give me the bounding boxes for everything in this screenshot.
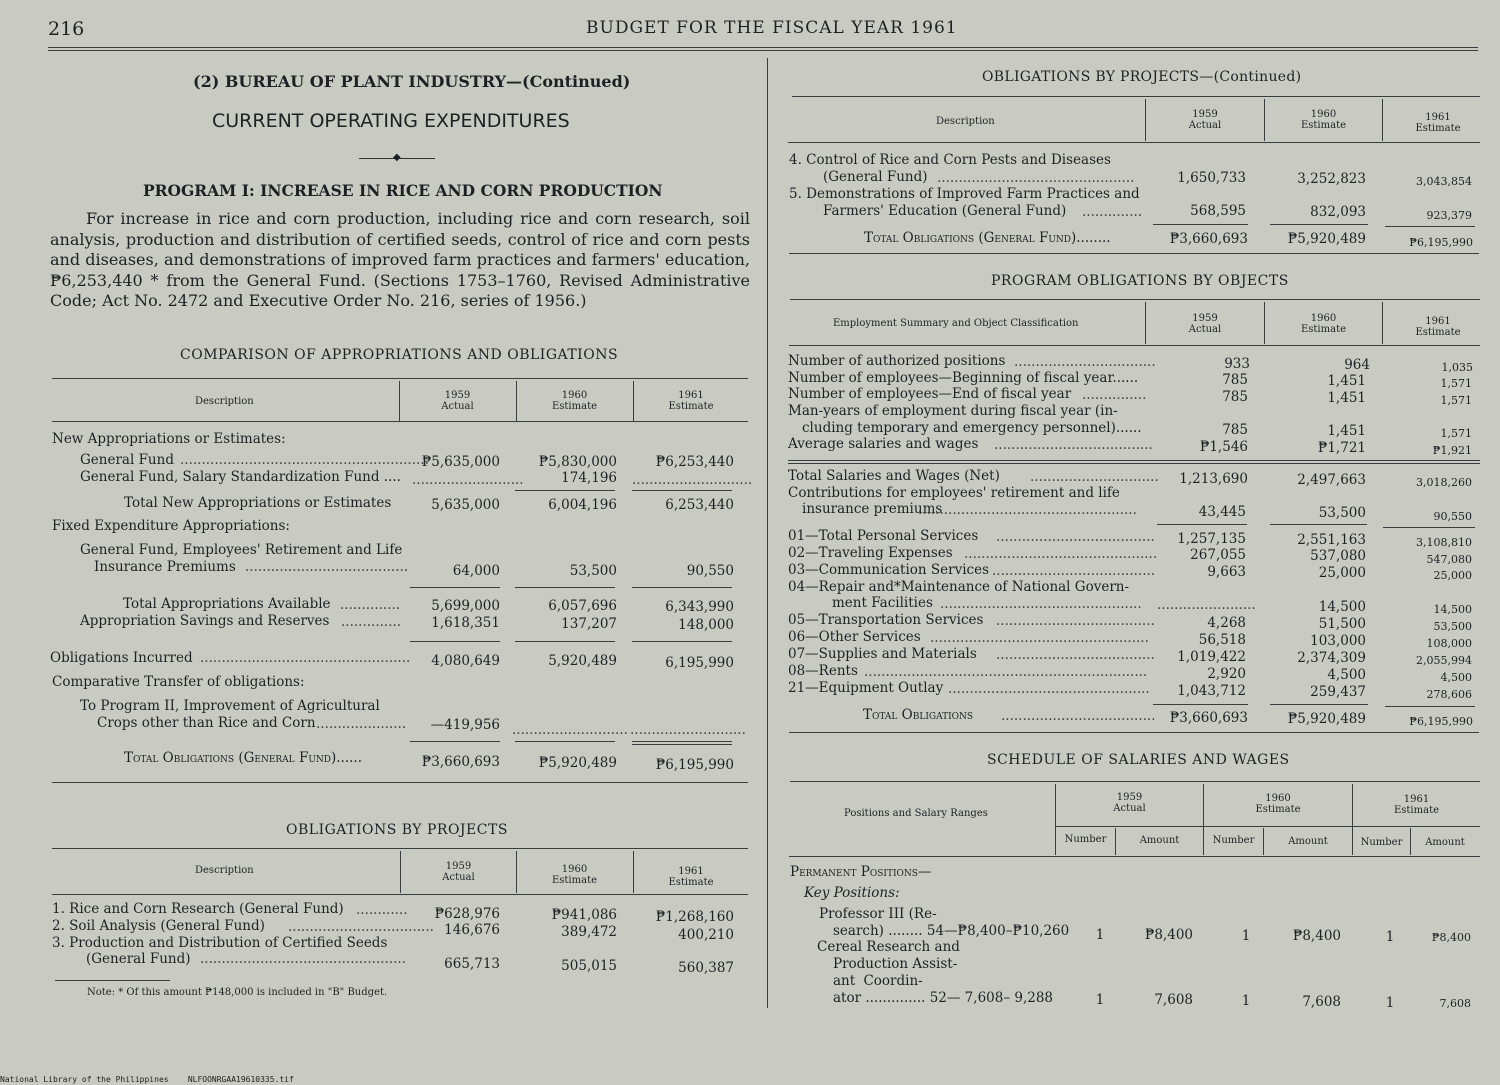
cell-value: 1,035	[1441, 361, 1473, 374]
cell-value: 2,497,663	[1297, 472, 1366, 488]
cell-value: ₱3,660,693	[1169, 710, 1248, 726]
row-label: To Program II, Improvement of Agricultural	[80, 698, 380, 714]
cell-value: 7,608	[1154, 992, 1193, 1008]
leader-dots: .............................................	[964, 546, 1158, 562]
cell-value: 1	[1241, 993, 1251, 1009]
row-label: 07—Supplies and Materials	[788, 646, 977, 662]
col-header-amount: Amount	[1139, 835, 1180, 846]
sum-rule	[515, 641, 615, 642]
cell-value: 665,713	[444, 956, 500, 972]
program-title: PROGRAM I: INCREASE IN RICE AND CORN PRODUCTION	[143, 181, 663, 200]
row-label: Total Salaries and Wages (Net)	[788, 468, 1000, 484]
leader-dots: .................................................	[200, 650, 411, 666]
ornament-diamond-icon: ◆	[393, 152, 401, 163]
projects-top-rule	[52, 848, 748, 849]
cell-value: 389,472	[561, 924, 617, 940]
table-header-rule	[789, 345, 1480, 346]
leader-dots: .....................................	[996, 529, 1155, 545]
cell-value: ₱941,086	[551, 907, 617, 923]
col-header-1960: 1960 Estimate	[1255, 793, 1301, 815]
cell-value: 25,000	[1433, 569, 1472, 582]
sum-rule	[515, 490, 615, 491]
leader-dots: ...........................	[630, 722, 746, 738]
cell-value: 137,207	[561, 616, 617, 632]
cell-value: 964	[1344, 357, 1370, 373]
col-header-1960: 1960 Estimate	[551, 390, 598, 412]
row-label: Comparative Transfer of obligations:	[52, 674, 305, 690]
row-label: Appropriation Savings and Reserves	[80, 613, 330, 629]
row-label: 06—Other Services	[788, 629, 921, 645]
cell-value: ₱5,635,000	[421, 454, 500, 470]
row-label: Fixed Expenditure Appropriations:	[52, 518, 290, 534]
row-label: Total Appropriations Available	[123, 596, 331, 612]
cell-value: 5,699,000	[431, 598, 500, 614]
table-top-rule	[790, 299, 1480, 300]
row-label: cluding temporary and emergency personnel)......	[802, 420, 1142, 436]
cell-value: 2,055,994	[1416, 654, 1472, 667]
col-header-1961: 1961 Estimate	[1393, 794, 1440, 816]
row-label: 05—Transportation Services	[788, 612, 984, 628]
col-header-description: Description	[936, 116, 995, 127]
leader-dots: ..............	[1082, 204, 1143, 220]
leader-dots: .....................	[316, 716, 407, 732]
cell-value: 6,004,196	[548, 497, 617, 513]
objects-title: PROGRAM OBLIGATIONS BY OBJECTS	[991, 273, 1289, 289]
leader-dots: .....................................	[994, 437, 1153, 453]
col-header-positions: Positions and Salary Ranges	[844, 808, 988, 819]
cell-value: 933	[1224, 356, 1250, 372]
cell-value: ₱5,920,489	[1287, 231, 1366, 247]
cell-value: 1	[1095, 927, 1105, 943]
cell-value: ₱5,920,489	[538, 755, 617, 771]
col-header-1959: 1959 Actual	[442, 861, 475, 883]
leader-dots: ...........................	[512, 722, 628, 738]
row-label: General Fund	[80, 452, 174, 468]
row-label: 04—Repair and*Maintenance of National Govern-	[788, 579, 1130, 595]
section-title: CURRENT OPERATING EXPENDITURES	[212, 110, 570, 132]
col-header-1961: 1961 Estimate	[668, 866, 714, 888]
col-header-number: Number	[1064, 834, 1107, 845]
cell-value: 785	[1222, 389, 1248, 405]
row-label: 01—Total Personal Services	[788, 528, 979, 544]
col-header-1960: 1960 Estimate	[1300, 313, 1347, 335]
leader-dots: ......................................	[245, 559, 409, 575]
cell-value: 103,000	[1310, 633, 1366, 649]
cell-value: ₱1,546	[1199, 439, 1248, 455]
cell-value: 1	[1385, 929, 1395, 945]
row-label: Obligations Incurred	[50, 650, 193, 666]
leader-dots: ............	[356, 902, 408, 918]
position-label: search) ........ 54—₱8,400–₱10,260	[833, 923, 1070, 939]
cell-value: 1,451	[1327, 423, 1366, 439]
leader-dots: ..........................	[412, 472, 524, 488]
col-header-description: Description	[195, 865, 254, 876]
cell-value: 537,080	[1310, 548, 1366, 564]
cell-value: 174,196	[561, 470, 617, 486]
cell-value: 785	[1222, 372, 1248, 388]
cell-value: 90,550	[686, 563, 734, 579]
comparison-top-rule	[52, 378, 748, 379]
cell-value: 2,374,309	[1297, 650, 1366, 666]
section-rule	[788, 463, 1480, 464]
cell-value: ₱3,660,693	[421, 754, 500, 770]
sum-rule	[1157, 524, 1247, 525]
cell-value: ₱8,400	[1292, 928, 1341, 944]
cell-value: 56,518	[1198, 632, 1246, 648]
cell-value: 1,618,351	[431, 615, 500, 631]
sum-rule	[1153, 224, 1248, 225]
leader-dots: ..................................................................	[864, 664, 1148, 680]
cell-value: ₱6,195,990	[1409, 715, 1473, 728]
projects-header-rule	[52, 894, 748, 895]
cell-value: 785	[1222, 422, 1248, 438]
leader-dots: ......................................	[992, 563, 1156, 579]
sum-rule	[1153, 704, 1248, 705]
sum-rule	[632, 587, 732, 588]
cell-value: 5,635,000	[431, 497, 500, 513]
leader-dots: ...............	[1082, 387, 1147, 403]
cell-value: 6,343,990	[665, 599, 734, 615]
section-rule	[788, 460, 1480, 461]
page-number: 216	[48, 18, 85, 40]
cell-value: 1	[1241, 928, 1251, 944]
row-label: Contributions for employees' retirement and life	[788, 485, 1120, 501]
row-label: Crops other than Rice and Corn	[97, 715, 316, 731]
cell-value: ₱6,253,440	[655, 454, 734, 470]
cell-value: 3,043,854	[1416, 175, 1472, 188]
cell-value: 2,551,163	[1297, 532, 1366, 548]
cell-value: 1,019,422	[1177, 649, 1246, 665]
cell-value: 9,663	[1207, 564, 1246, 580]
cell-value: 3,018,260	[1416, 476, 1472, 489]
cell-value: 1,571	[1440, 427, 1472, 440]
cell-value: ₱6,195,990	[1409, 236, 1473, 249]
cell-value: 14,500	[1433, 603, 1472, 616]
cell-value: 146,676	[444, 922, 500, 938]
cell-value: 6,057,696	[548, 598, 617, 614]
note-rule	[55, 980, 170, 981]
project-row-label: 3. Production and Distribution of Certified Seeds	[52, 935, 388, 951]
cell-value: 505,015	[561, 958, 617, 974]
sum-rule	[632, 741, 732, 742]
cell-value: 1,571	[1440, 394, 1472, 407]
leader-dots: ................................................	[200, 951, 406, 967]
sum-rule	[410, 641, 500, 642]
col-header-1961: 1961 Estimate	[1415, 316, 1461, 338]
table-bottom-rule	[52, 782, 748, 783]
position-label: Professor III (Re-	[819, 906, 937, 922]
cell-value: 4,500	[1440, 671, 1472, 684]
cell-value: 259,437	[1310, 684, 1366, 700]
row-label: Number of employees—Beginning of fiscal year......	[788, 370, 1139, 386]
project-row-label: 5. Demonstrations of Improved Farm Practices and	[789, 186, 1140, 202]
leader-dots: ..........................................................	[180, 452, 429, 468]
cell-value: 108,000	[1426, 637, 1472, 650]
cell-value: 51,500	[1318, 616, 1366, 632]
sum-rule	[515, 587, 615, 588]
project-row-label: (General Fund)	[86, 951, 191, 967]
cell-value: 923,379	[1426, 209, 1472, 222]
leader-dots: .......................	[1157, 597, 1256, 613]
row-label: New Appropriations or Estimates:	[52, 431, 286, 447]
cell-value: 5,920,489	[548, 653, 617, 669]
row-label: General Fund, Employees' Retirement and Life	[80, 542, 403, 558]
sum-rule	[1270, 524, 1367, 525]
cell-value: 25,000	[1318, 565, 1366, 581]
leader-dots: ..............	[341, 614, 402, 630]
row-label: 02—Traveling Expenses	[788, 545, 953, 561]
cell-value: 400,210	[678, 927, 734, 943]
page-header-title: BUDGET FOR THE FISCAL YEAR 1961	[586, 18, 958, 38]
col-header-amount: Amount	[1288, 836, 1328, 847]
cell-value: 1,451	[1327, 373, 1366, 389]
leader-dots: .................................	[1014, 354, 1156, 370]
leader-dots: ...............................................	[940, 596, 1142, 612]
sum-rule	[632, 641, 732, 642]
position-label: Cereal Research and	[817, 939, 960, 955]
col-header-1959: 1959 Actual	[1188, 109, 1222, 131]
row-label: Total New Appropriations or Estimates	[124, 495, 392, 511]
cell-value: 1,043,712	[1177, 683, 1246, 699]
comparison-title: COMPARISON OF APPROPRIATIONS AND OBLIGATIONS	[180, 347, 619, 363]
cell-value: 547,080	[1426, 553, 1472, 566]
project-row-label: 2. Soil Analysis (General Fund)	[52, 918, 265, 934]
cell-value: 267,055	[1190, 547, 1246, 563]
leader-dots: ..............................................	[937, 170, 1135, 186]
project-row-label: (General Fund)	[823, 169, 928, 185]
col-header-description: Employment Summary and Object Classification	[833, 318, 1079, 329]
position-label: ator .............. 52— 7,608– 9,288	[833, 990, 1054, 1006]
table-header-rule	[789, 856, 1480, 857]
leader-dots: ..................................	[288, 919, 434, 935]
schedule-title: SCHEDULE OF SALARIES AND WAGES	[987, 752, 1290, 768]
cell-value: 4,500	[1327, 667, 1366, 683]
cell-value: 4,268	[1207, 615, 1246, 631]
sum-rule	[1383, 527, 1475, 528]
footnote: Note: * Of this amount ₱148,000 is included in "B" Budget.	[87, 987, 388, 998]
leader-dots: ...................................................	[918, 502, 1137, 518]
col-header-1960: 1960 Estimate	[551, 864, 598, 886]
archive-footer: National Library of the Philippines NLFOONRGAA19610335.tif	[0, 1075, 294, 1084]
row-label: 08—Rents	[788, 663, 858, 679]
cell-value: ₱1,268,160	[655, 909, 734, 925]
cell-value: 64,000	[452, 563, 500, 579]
cell-value: 53,500	[1433, 620, 1472, 633]
cell-value: ₱5,830,000	[538, 454, 617, 470]
cell-value: ₱1,921	[1432, 444, 1472, 457]
projects-continued-title: OBLIGATIONS BY PROJECTS—(Continued)	[982, 69, 1302, 85]
subheader-rule	[1056, 826, 1480, 827]
section-label: Key Positions:	[804, 885, 900, 901]
sum-rule	[410, 587, 500, 588]
projects-title: OBLIGATIONS BY PROJECTS	[286, 822, 508, 838]
col-header-number: Number	[1212, 835, 1255, 846]
program-paragraph: For increase in rice and corn production, including rice and corn research, soil analysis, production and distribution of certified seeds, control of rice and corn pests and diseases, and demonstrations of improved farm practices and farmers' education, ₱6,253,440 * from the General Fund. (Sections 1753–1760, Revised Administrative Code; Act No. 2472 and Executive Order No. 216, series of 1956.)	[50, 209, 750, 310]
column-divider	[767, 58, 768, 1008]
leader-dots: .....................................	[996, 647, 1155, 663]
cell-value: 53,500	[1318, 505, 1366, 521]
cell-value: 278,606	[1426, 688, 1472, 701]
cell-value: 1	[1385, 995, 1395, 1011]
cell-value: 14,500	[1318, 599, 1366, 615]
row-label: Average salaries and wages	[788, 436, 979, 452]
leader-dots: ...............................................	[948, 681, 1150, 697]
cell-value: 3,108,810	[1416, 536, 1472, 549]
leader-dots: ..............	[340, 597, 401, 613]
cell-value: 6,253,440	[665, 497, 734, 513]
col-header-number: Number	[1360, 837, 1403, 848]
row-label: 21—Equipment Outlay	[788, 680, 944, 696]
cell-value: 7,608	[1302, 994, 1341, 1010]
cell-value: 4,080,649	[431, 653, 500, 669]
sum-rule	[632, 744, 732, 745]
position-label: Production Assist-	[833, 956, 958, 972]
cell-value: 1	[1095, 992, 1105, 1008]
sum-rule	[515, 741, 615, 742]
leader-dots: .....................................	[996, 613, 1155, 629]
col-header-1959: 1959 Actual	[1188, 313, 1222, 335]
row-label: Man-years of employment during fiscal year (in-	[788, 403, 1118, 419]
cell-value: ₱3,660,693	[1169, 231, 1248, 247]
cell-value: 1,571	[1440, 377, 1472, 390]
sum-rule	[1270, 704, 1368, 705]
cell-value: —419,956	[430, 717, 500, 733]
row-label: General Fund, Salary Standardization Fund ....	[80, 469, 401, 485]
table-bottom-rule	[789, 253, 1479, 254]
project-row-label: Farmers' Education (General Fund)	[823, 203, 1067, 219]
cell-value: 560,387	[678, 960, 734, 976]
sum-rule	[1270, 224, 1368, 225]
cell-value: 7,608	[1439, 997, 1471, 1010]
comparison-header-rule	[52, 421, 748, 422]
header-rule	[48, 47, 1478, 48]
cell-value: 6,195,990	[665, 655, 734, 671]
leader-dots: ............................	[632, 472, 753, 488]
cell-value: 1,650,733	[1177, 170, 1246, 186]
row-label: Insurance Premiums	[94, 559, 236, 575]
row-label: insurance premiums	[802, 501, 943, 517]
cell-value: 148,000	[678, 617, 734, 633]
row-label: 03—Communication Services	[788, 562, 990, 578]
project-row-label: 1. Rice and Corn Research (General Fund)	[52, 901, 344, 917]
col-header-description: Description	[195, 396, 254, 407]
col-header-amount: Amount	[1425, 837, 1465, 848]
row-label: ment Facilities	[832, 595, 933, 611]
col-header-1961: 1961 Estimate	[1415, 112, 1461, 134]
bureau-heading: (2) BUREAU OF PLANT INDUSTRY—(Continued)	[193, 72, 631, 91]
sum-rule	[632, 490, 732, 491]
col-header-1961: 1961 Estimate	[668, 390, 714, 412]
cell-value: ₱8,400	[1431, 931, 1471, 944]
table-top-rule	[790, 781, 1480, 782]
cell-value: 3,252,823	[1297, 171, 1366, 187]
col-header-1960: 1960 Estimate	[1300, 109, 1347, 131]
section-label: Permanent Positions—	[790, 864, 932, 880]
cell-value: 43,445	[1198, 504, 1246, 520]
cell-value: ₱1,721	[1317, 440, 1366, 456]
cell-value: 90,550	[1433, 510, 1472, 523]
cell-value: ₱628,976	[434, 906, 500, 922]
leader-dots: ..............................	[1030, 469, 1159, 485]
col-header-1959: 1959 Actual	[1113, 792, 1146, 814]
table-header-rule	[788, 142, 1480, 143]
row-label: Number of authorized positions	[788, 353, 1006, 369]
leader-dots: ....................................	[1001, 708, 1156, 724]
header-rule-2	[48, 50, 1478, 51]
position-label: ant Coordin-	[833, 973, 923, 989]
cell-value: 1,451	[1327, 390, 1366, 406]
cell-value: ₱5,920,489	[1287, 711, 1366, 727]
leader-dots: ...................................................	[930, 630, 1149, 646]
row-label-total: Total Obligations	[863, 707, 974, 723]
row-label-total: Total Obligations (General Fund)........	[864, 230, 1111, 246]
col-header-1959: 1959 Actual	[441, 390, 474, 412]
sum-rule	[1385, 226, 1475, 227]
sum-rule	[410, 741, 500, 742]
cell-value: 1,213,690	[1179, 471, 1248, 487]
cell-value: 832,093	[1310, 204, 1366, 220]
row-label: Number of employees—End of fiscal year	[788, 386, 1072, 402]
sum-rule	[1385, 706, 1475, 707]
cell-value: 53,500	[569, 563, 617, 579]
table-bottom-rule	[789, 732, 1479, 733]
project-row-label: 4. Control of Rice and Corn Pests and Diseases	[789, 152, 1111, 168]
cell-value: 1,257,135	[1177, 531, 1246, 547]
cell-value: 568,595	[1190, 203, 1246, 219]
cell-value: ₱8,400	[1144, 927, 1193, 943]
row-label-total: Total Obligations (General Fund)......	[124, 750, 363, 766]
cell-value: ₱6,195,990	[655, 757, 734, 773]
table-top-rule	[792, 96, 1480, 97]
cell-value: 2,920	[1207, 666, 1246, 682]
